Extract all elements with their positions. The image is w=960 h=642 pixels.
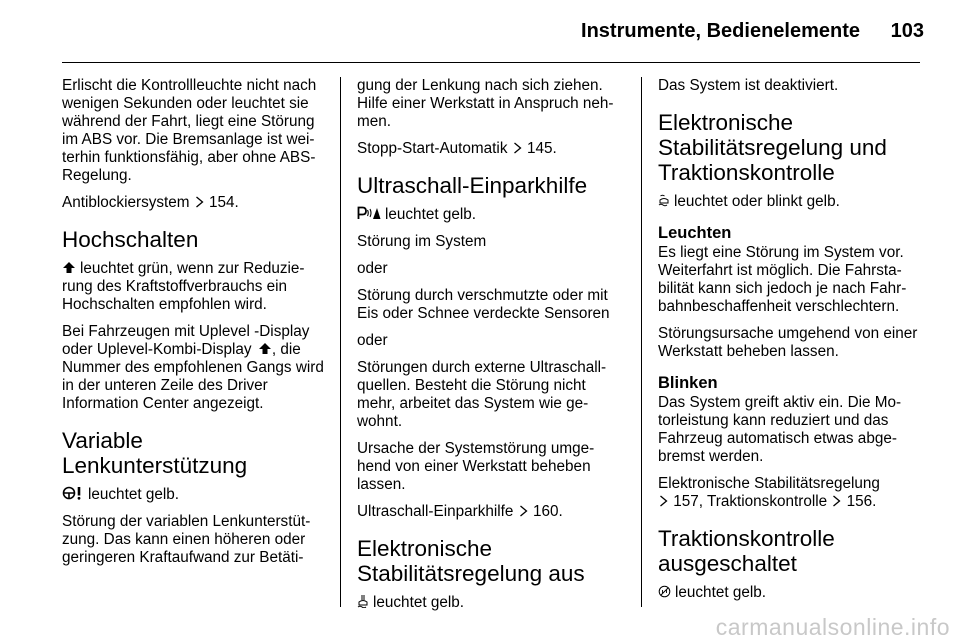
heading-line: Elektronische	[357, 536, 493, 561]
watermark: carmanualsonline.info	[715, 614, 950, 640]
section-heading-esc-und-traktionskontrolle	[658, 110, 920, 185]
column-3	[658, 77, 920, 611]
heading-line: Variable	[62, 428, 143, 453]
ultra-reference-text: Ultraschall-Einparkhilfe	[357, 503, 514, 520]
ultra-status	[357, 206, 625, 224]
esc-off-status	[357, 594, 625, 612]
blinken-paragraph: Das System greift aktiv ein. Die Mo-torleistung kann reduziert und das Fahrzeug automatisch etwas abge-bremst werden.	[658, 394, 902, 465]
traction-control-off-icon	[658, 585, 671, 598]
stopp-start-reference	[357, 140, 625, 158]
ultra-paragraph: oder	[357, 332, 388, 349]
blinken-reference-page[interactable]: 156.	[846, 493, 877, 510]
section-heading-ultraschall-einparkhilfe: Ultraschall-Einparkhilfe	[357, 173, 588, 198]
ultra-paragraph: Störungen durch externe Ultraschall-quellen. Besteht die Störung nicht mehr, arbeitet das System wie ge-wohnt.	[357, 359, 607, 430]
ultra-paragraph: Ursache der Systemstörung umge-hend von einer Werkstatt beheben lassen.	[357, 440, 595, 493]
abs-reference	[62, 194, 324, 212]
steering-warning-icon	[62, 486, 84, 500]
section-heading-traktionskontrolle-ausgeschaltet	[658, 526, 920, 576]
blinken-reference-text: Elektronische Stabilitätsregelung	[658, 475, 880, 492]
abs-reference-text: Antiblockiersystem	[62, 194, 190, 211]
ultra-paragraph: Störung im System	[357, 233, 487, 250]
ultra-paragraph: oder	[357, 260, 388, 277]
column-2	[357, 77, 625, 621]
tc-status	[658, 584, 920, 602]
header-rule	[62, 62, 920, 63]
esc-skid-icon	[658, 193, 670, 207]
heading-line: Stabilitätsregelung und	[658, 135, 887, 160]
section-heading-esc-aus	[357, 536, 625, 586]
uplevel-text-b: , die Nummer des empfohlenen Gangs wird in der unteren Zeile des Driver Information Center angezeigt.	[62, 341, 324, 412]
blinken-reference	[658, 475, 920, 511]
esc-off-status-text: leuchtet gelb.	[373, 594, 464, 611]
parking-assist-icon	[357, 206, 381, 220]
header-title: Instrumente, Bedienelemente	[581, 20, 860, 42]
heading-line: Lenkunterstützung	[62, 453, 248, 478]
column-divider	[641, 77, 642, 607]
tc-status-text: leuchtet gelb.	[675, 584, 766, 601]
ultra-status-text: leuchtet gelb.	[385, 206, 476, 223]
upshift-arrow-icon	[258, 342, 272, 355]
heading-line: ausgeschaltet	[658, 551, 797, 576]
leuchten-paragraph: Es liegt eine Störung im System vor. Weiterfahrt ist möglich. Die Fahrsta-bilität kann sich jedoch je nach Fahr-bahnbeschaffenheit verschlechtern.	[658, 244, 907, 315]
stopp-start-reference-page[interactable]: 145.	[526, 140, 557, 157]
section-heading-variable-lenkunterstuetzung	[62, 428, 324, 478]
section-heading-hochschalten: Hochschalten	[62, 227, 199, 252]
deactivated-paragraph: Das System ist deaktiviert.	[658, 77, 839, 94]
hochschalten-paragraph	[62, 260, 324, 314]
heading-line: Stabilitätsregelung aus	[357, 561, 585, 586]
column-divider	[340, 77, 341, 607]
variable-paragraph: Störung der variablen Lenkunterstüt-zung. Das kann einen höheren oder geringeren Kraftaufwand zur Betäti-	[62, 513, 311, 566]
reference-arrow-icon	[519, 505, 528, 517]
hochschalten-text: leuchtet grün, wenn zur Reduzie-rung des Kraftstoffverbrauchs ein Hochschalten empfohlen wird.	[62, 260, 305, 313]
abs-reference-page[interactable]: 154.	[209, 194, 239, 211]
ultra-reference-page[interactable]: 160.	[532, 503, 563, 520]
reference-arrow-icon	[659, 495, 668, 507]
abs-paragraph: Erlischt die Kontrollleuchte nicht nach wenigen Sekunden oder leuchtet sie während der Fahrt, liegt eine Störung im ABS vor. Die Bremsanlage ist wei-terhin funktionsfähig, aber ohne ABS-Regelung.	[62, 77, 317, 184]
esc-status-text: leuchtet oder blinkt gelb.	[674, 193, 840, 210]
reference-arrow-icon	[195, 196, 204, 208]
subheading-blinken: Blinken	[658, 374, 718, 392]
ultra-reference	[357, 503, 625, 521]
uplevel-text-a: Bei Fahrzeugen mit Uplevel -Display oder Uplevel-Kombi-Display	[62, 323, 310, 358]
heading-line: Traktionskontrolle	[658, 160, 835, 185]
esc-status	[658, 193, 920, 211]
variable-status	[62, 486, 324, 504]
heading-line: Traktionskontrolle	[658, 526, 835, 551]
heading-line: Elektronische	[658, 110, 794, 135]
reference-arrow-icon	[832, 495, 841, 507]
esc-off-icon	[357, 594, 369, 608]
upshift-arrow-icon	[62, 261, 76, 274]
leuchten-paragraph: Störungsursache umgehend von einer Werkstatt beheben lassen.	[658, 325, 918, 360]
page-number: 103	[890, 20, 924, 42]
blinken-reference-page[interactable]: 157, Traktionskontrolle	[673, 493, 828, 510]
variable-status-text: leuchtet gelb.	[88, 486, 179, 503]
ultra-paragraph: Störung durch verschmutzte oder mit Eis oder Schnee verdeckte Sensoren	[357, 287, 610, 322]
subheading-leuchten: Leuchten	[658, 224, 732, 242]
uplevel-paragraph	[62, 323, 324, 413]
stopp-start-reference-text: Stopp-Start-Automatik	[357, 140, 508, 157]
reference-arrow-icon	[513, 142, 522, 154]
column-1	[62, 77, 324, 576]
steering-continuation-paragraph: gung der Lenkung nach sich ziehen. Hilfe einer Werkstatt in Anspruch neh-men.	[357, 77, 614, 130]
